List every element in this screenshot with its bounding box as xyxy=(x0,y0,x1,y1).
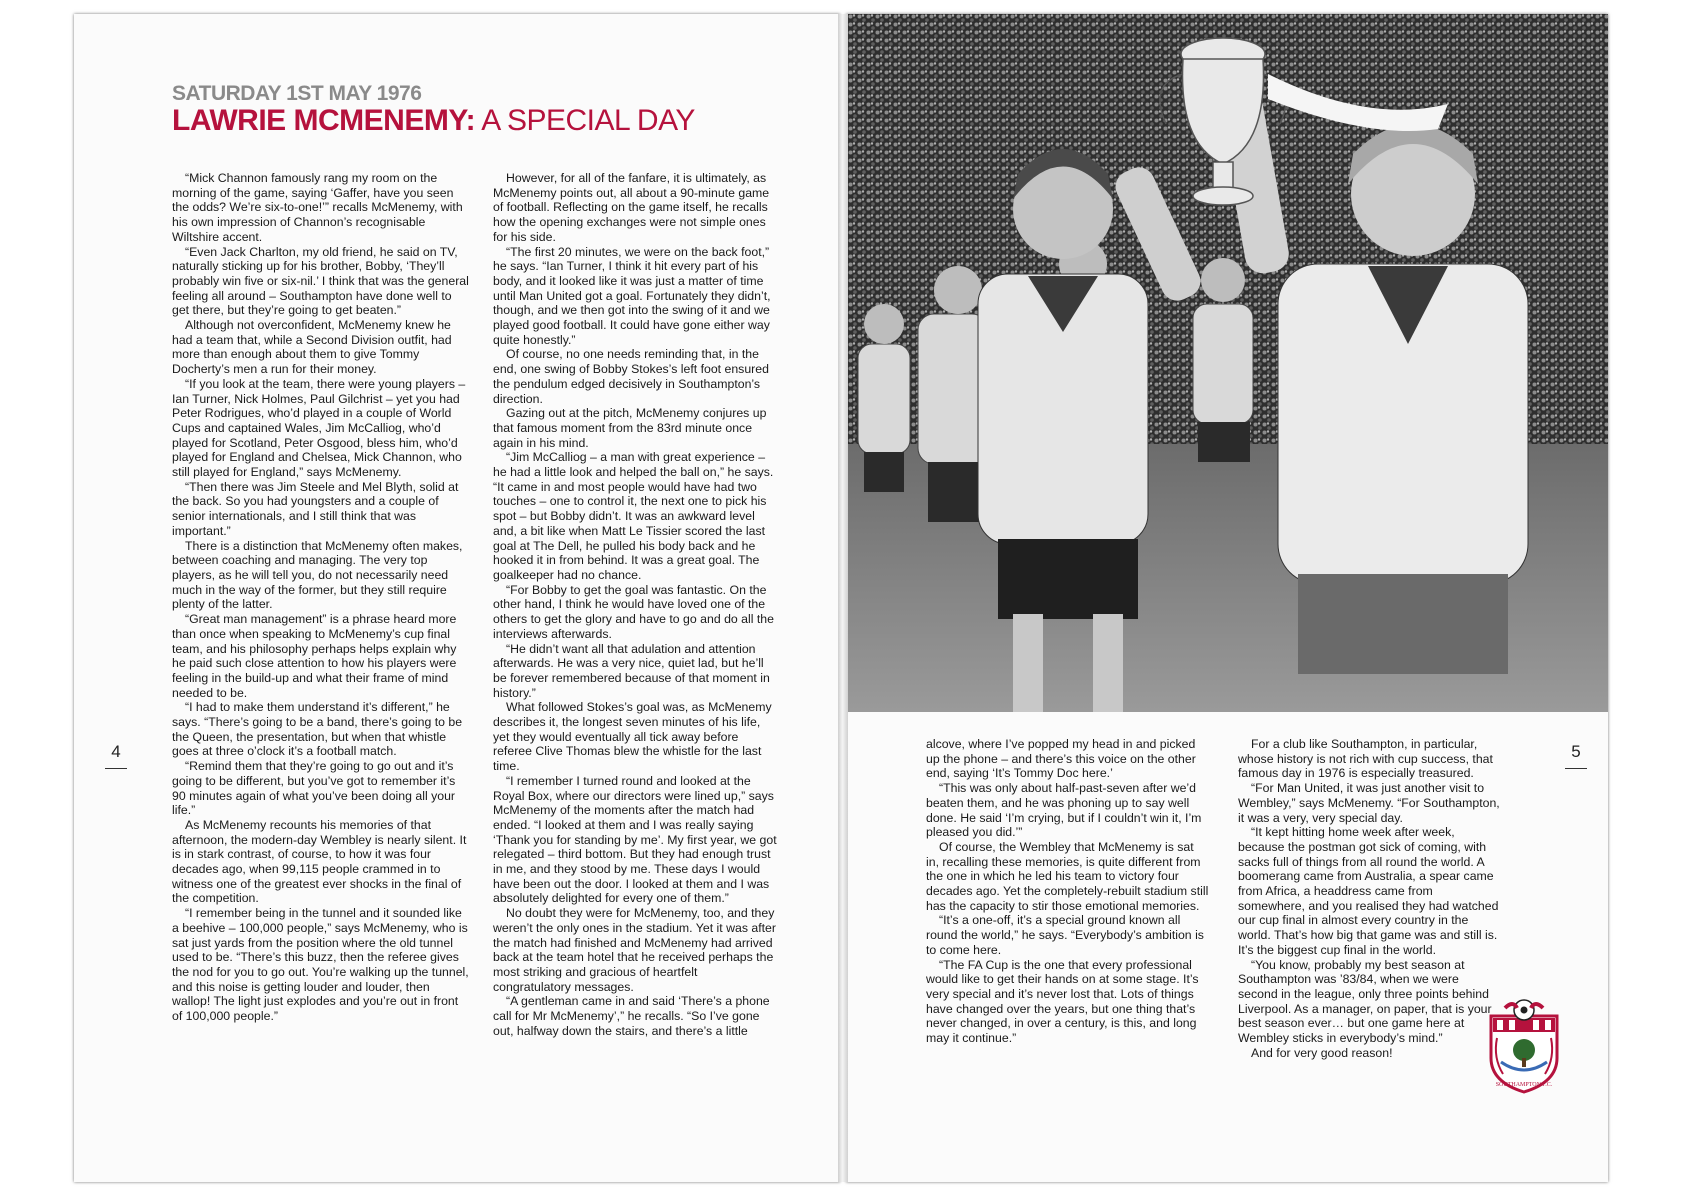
paragraph: As McMenemy recounts his memories of that afternoon, the modern-day Wembley is nearly silent. It is in stark contrast, of course, to how it was four decades ago, when 99,115 people crammed in to witness one of the greatest ever shocks in the final of the competition. xyxy=(172,817,467,906)
paragraph: “You know, probably my best season at Southampton was ’83/84, when we were second in the league, only three points behind Liverpool. As a manager, on paper, that is your best season ever… but one game here at Wembley sticks in everybody’s mind.” xyxy=(1238,957,1492,1046)
article-column-1 xyxy=(172,171,470,1024)
headline xyxy=(172,104,695,138)
paragraph: “For Man United, it was just another visit to Wembley,” says McMenemy. “For Southampton, it was a very, very special day. xyxy=(1238,781,1500,825)
paragraph: “He didn’t want all that adulation and attention afterwards. He was a very nice, quiet lad, but he’ll be forever remembered because of that moment in history.” xyxy=(493,641,770,700)
paragraph: alcove, where I’ve popped my head in and picked up the phone – and there’s this voice on the other end, saying ‘It’s Tommy Doc here.’ xyxy=(926,737,1196,781)
page-number-rule xyxy=(1565,768,1587,769)
article-column-2 xyxy=(493,171,777,1038)
celebration-photo xyxy=(848,14,1608,712)
headline-subtitle: A SPECIAL DAY xyxy=(475,104,695,137)
paragraph: Although not overconfident, McMenemy knew he had a team that, while a Second Division outfit, had more than enough about them to give Tommy Docherty’s men a run for their money. xyxy=(172,318,452,377)
paragraph: “It kept hitting home week after week, because the postman got sick of coming, with sacks full of things from all round the world. A boomerang came from Australia, a spear came from Africa, a headdress came from somewhere, and you realised they had watched our cup final in almost every country in the world. That’s how big that game was and still is. It’s the biggest cup final in the world. xyxy=(1238,825,1499,957)
paragraph: “Great man management” is a phrase heard more than once when speaking to McMenemy’s cup final team, and his philosophy perhaps helps explain why he paid such close attention to how his players were feeling in the build-up and what their frame of mind needed to be. xyxy=(172,612,457,700)
paragraph: “Even Jack Charlton, my old friend, he said on TV, naturally sticking up for his brother, Bobby, ‘They’ll probably win five or six-nil.’ I think that was the general feeling all around – Southampton have done well to get there, but they’re going to get beaten.” xyxy=(172,244,469,318)
photo-icon xyxy=(848,14,1608,712)
paragraph: Of course, the Wembley that McMenemy is sat in, recalling these memories, is quite different from the one in which he led his team to victory four decades ago. Yet the completely-rebuilt stadium still has the capacity to stir those emotional memories. xyxy=(926,839,1209,913)
paragraph: However, for all of the fanfare, it is ultimately, as McMenemy points out, all about a 90-minute game of football. Reflecting on the game itself, he recalls how the opening exchanges were not simple ones for his side. xyxy=(493,171,770,244)
paragraph: “I remember being in the tunnel and it sounded like a beehive – 100,000 people,” says McMenemy, who is sat just yards from the position where the old tunnel used to be. “There’s this buzz, then the referee gives the nod for you to go out. You’re walking up the tunnel, and this noise is getting louder and louder, then wallop! The light just explodes and you’re out in front of 100,000 people.” xyxy=(172,906,469,1024)
club-crest-icon xyxy=(1483,998,1565,1094)
paragraph: “If you look at the team, there were young players – Ian Turner, Nick Holmes, Paul Gilchrist – yet you had Peter Rodrigues, who’d played in a couple of World Cups and captained Wales, Jim McCalliog, who’d played for Scotland, Peter Osgood, bless him, who’d played for England and Chelsea, Mick Channon, who still played for England,” says McMenemy. xyxy=(172,376,466,480)
paragraph: Of course, no one needs reminding that, in the end, one swing of Bobby Stokes’s left foot ensured the pendulum edged decisively in Southampton’s direction. xyxy=(493,347,769,406)
paragraph: Gazing out at the pitch, McMenemy conjures up that famous moment from the 83rd minute once again in his mind. xyxy=(493,406,767,450)
paragraph: “For Bobby to get the goal was fantastic. On the other hand, I think he would have loved one of the others to get the glory and have to go and do all the interviews afterwards. xyxy=(493,582,774,641)
kicker-date: SATURDAY 1ST MAY 1976 xyxy=(172,82,422,105)
crest-text: SOUTHAMPTON F.C. xyxy=(1495,1082,1553,1088)
paragraph: “Mick Channon famously rang my room on the morning of the game, saying ‘Gaffer, have you seen the odds? We’re six-to-one!’” recalls McMenemy, with his own impression of Channon’s recognisable Wiltshire accent. xyxy=(172,171,463,244)
article-column-4 xyxy=(1238,737,1500,1060)
paragraph: “I remember I turned round and looked at the Royal Box, where our directors were lined up,” says McMenemy of the moments after the match had ended. “I looked at them and I was really saying ‘Thank you for standing by me’. My first year, we got relegated – third bottom. But they had enough trust in me, and they stood by me. These days I would have been out the door. I looked at them and I was absolutely delighted for every one of them.” xyxy=(493,773,777,906)
article-column-3 xyxy=(926,737,1210,1046)
paragraph: No doubt they were for McMenemy, too, and they weren’t the only ones in the stadium. Yet it was after the match had finished and McMenemy had arrived back at the team hotel that he received perhaps the most striking and gracious of heartfelt congratulatory messages. xyxy=(493,906,776,994)
spine-gutter xyxy=(838,14,848,1182)
headline-name: LAWRIE MCMENEMY: xyxy=(172,104,476,137)
page-number-right xyxy=(1565,742,1587,762)
page-number-left-text: 4 xyxy=(111,742,121,761)
page-number-rule xyxy=(105,768,127,769)
paragraph: And for very good reason! xyxy=(1251,1045,1393,1060)
paragraph: “I had to make them understand it’s different,” he says. “There’s going to be a band, there’s going to be the Queen, the presentation, but when that whistle goes at three o’clock it’s a football match. xyxy=(172,700,463,759)
page-number-left xyxy=(105,742,127,762)
paragraph: There is a distinction that McMenemy often makes, between coaching and managing. The very top players, as he will tell you, do not necessarily need much in the way of the former, but they still require plenty of the latter. xyxy=(172,538,463,612)
paragraph: “A gentleman came in and said ‘There’s a phone call for Mr McMenemy’,” he recalls. “So I’ve gone out, halfway down the stairs, and there’s a little xyxy=(493,994,770,1038)
paragraph: “It’s a one-off, it’s a special ground known all round the world,” he says. “Everybody’s ambition is to come here. xyxy=(926,913,1204,957)
paragraph: “Jim McCalliog – a man with great experience – he had a little look and helped the ball on,” he says. “It came in and most people would have had two touches – one to control it, the next one to pick his spot – but Bobby didn’t. It was an awkward level and, a bit like when Matt Le Tissier scored the last goal at The Dell, he pulled his body back and he hooked it in from behind. It was a great goal. The goalkeeper had no chance. xyxy=(493,450,774,582)
paragraph: For a club like Southampton, in particular, whose history is not rich with cup success, that famous day in 1976 is especially treasured. xyxy=(1238,737,1493,781)
paragraph: What followed Stokes’s goal was, as McMenemy describes it, the longest seven minutes of his life, yet they would eventually all tick away before referee Clive Thomas blew the whistle for the last time. xyxy=(493,700,772,774)
paragraph: “This was only about half-past-seven after we’d beaten them, and he was phoning up to say well done. He said ‘I’m crying, but if I couldn’t win it, I’m pleased you did.’” xyxy=(926,781,1202,840)
paragraph: “Remind them that they’re going to go out and it’s going to be different, but you’ve got to remember it’s 90 minutes again of what you’ve been doing all your life.” xyxy=(172,759,456,818)
paragraph: “The FA Cup is the one that every professional would like to get their hands on at some stage. It’s very special and it’s never lost that. Lots of things have changed over the years, but one thing that’s never changed, in over a century, is this, and long may it continue.” xyxy=(926,957,1199,1046)
page-number-right-text: 5 xyxy=(1571,742,1581,761)
paragraph: “The first 20 minutes, we were on the back foot,” he says. “Ian Turner, I think it hit every part of his body, and it looked like it was just a matter of time until Man United got a goal. Fortunately they didn’t, though, and we then got into the swing of it and we played good football. It could have gone either way quite honestly.” xyxy=(493,244,771,347)
paragraph: “Then there was Jim Steele and Mel Blyth, solid at the back. So you had youngsters and a couple of senior internationals, and I still think that was important.” xyxy=(172,479,459,538)
